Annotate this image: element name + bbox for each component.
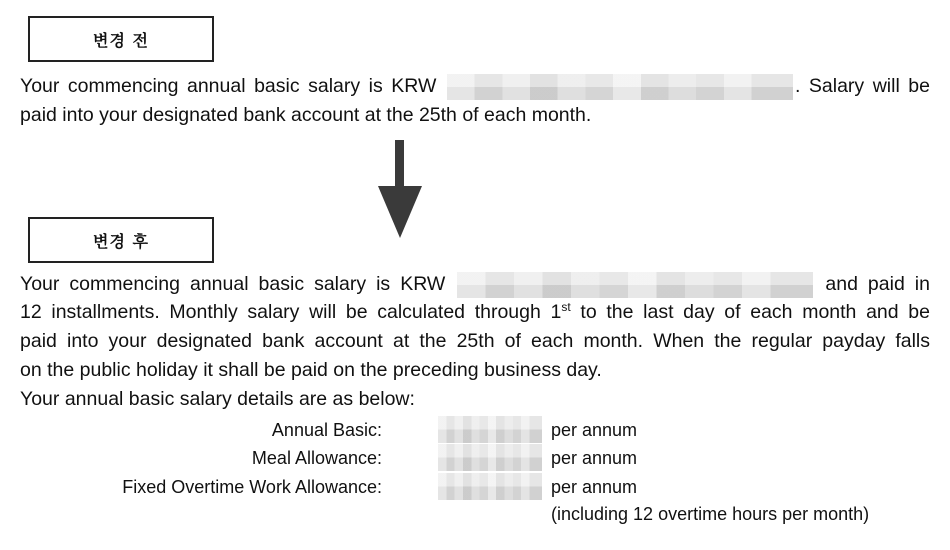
after-line2-start: 12 installments. Monthly salary will be calculated through 1 bbox=[20, 301, 562, 323]
after-line2-end: to the last day of each month and be bbox=[570, 301, 930, 323]
before-change-label: 변경 전 bbox=[28, 16, 214, 62]
after-change-label: 변경 후 bbox=[28, 217, 214, 263]
detail-row-annual-basic bbox=[0, 416, 950, 444]
after-salary-text-end: and paid in bbox=[825, 273, 930, 296]
detail-unit: per annum bbox=[551, 420, 638, 440]
after-salary-line-4: on the public holiday it shall be paid on the preceding business day. bbox=[20, 359, 602, 381]
superscript-st: st bbox=[561, 300, 571, 314]
down-arrow-icon bbox=[378, 140, 422, 240]
detail-unit: per annum bbox=[551, 448, 638, 468]
detail-unit: per annum bbox=[551, 477, 638, 497]
after-salary-line-1 bbox=[20, 272, 930, 298]
detail-label: Meal Allowance: bbox=[251, 448, 382, 468]
redacted-amount bbox=[438, 444, 542, 471]
detail-label: Annual Basic: bbox=[271, 420, 382, 440]
after-salary-text-start: Your commencing annual basic salary is KRW bbox=[20, 273, 446, 296]
before-salary-text-end: . Salary will be bbox=[794, 75, 930, 98]
detail-row-meal-allowance bbox=[0, 444, 950, 472]
after-salary-line-2 bbox=[20, 300, 930, 323]
overtime-note: (including 12 overtime hours per month) bbox=[551, 504, 870, 524]
after-salary-line-5: Your annual basic salary details are as below: bbox=[20, 388, 415, 410]
detail-row-fixed-overtime bbox=[0, 473, 950, 501]
redacted-amount bbox=[438, 473, 542, 500]
before-salary-text-start: Your commencing annual basic salary is KRW bbox=[20, 75, 437, 98]
after-salary-line-3: paid into your designated bank account at the 25th of each month. When the regular payday falls bbox=[20, 330, 930, 352]
before-salary-line-1 bbox=[20, 74, 930, 100]
before-salary-line-2: paid into your designated bank account at the 25th of each month. bbox=[20, 104, 592, 126]
redacted-amount bbox=[438, 416, 542, 443]
redacted-salary-amount bbox=[447, 74, 793, 100]
redacted-salary-amount bbox=[457, 272, 813, 298]
detail-label: Fixed Overtime Work Allowance: bbox=[122, 477, 382, 497]
